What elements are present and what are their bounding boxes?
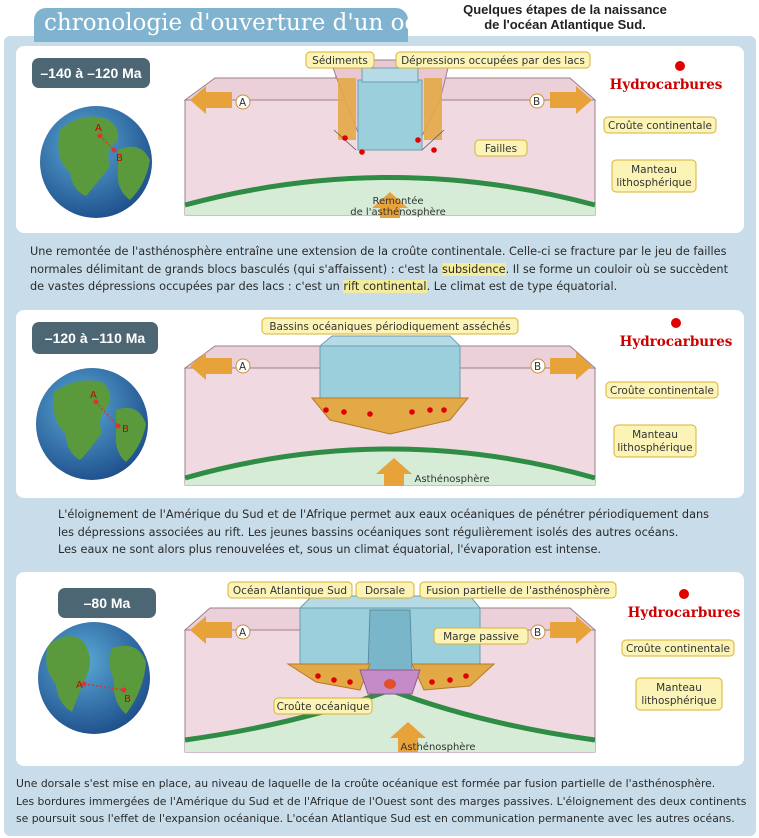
svg-text:B: B [533, 96, 541, 108]
age-badge-3: –80 Ma [58, 588, 156, 618]
age-badge-2: –120 à –110 Ma [32, 322, 158, 354]
label-mantle-1b: lithosphérique [616, 177, 692, 189]
caption-3-line-1: Une dorsale s'est mise en place, au niveau de laquelle de la croûte océanique est formée par fusion partielle de l'asthénosphère. [16, 777, 716, 790]
svg-text:A: A [76, 680, 83, 691]
label-asth-2: Asthénosphère [414, 474, 490, 485]
svg-text:A: A [239, 361, 247, 373]
caption-1-highlight-subsidence: subsidence [441, 262, 506, 276]
hydrocarbon-icon [679, 589, 689, 599]
svg-text:B: B [534, 361, 542, 373]
block-diagram-1 [185, 60, 595, 218]
svg-text:B: B [534, 627, 542, 639]
caption-1-highlight-rift: rift continental [343, 280, 427, 293]
caption-1-line-2c: . Il se forme un couloir où se succèdent [505, 262, 729, 276]
globe-2 [36, 368, 148, 480]
label-mantle-1a: Manteau [631, 164, 677, 176]
hydrocarbon-icon [671, 318, 681, 328]
caption-2-line-3: Les eaux ne sont alors plus renouvelées et, sous un climat équatorial, l'évaporation est intense. [58, 543, 601, 556]
label-crust-1: Croûte continentale [608, 120, 712, 132]
subtitle-line-1: Quelques étapes de la naissance [463, 2, 667, 17]
label-asth-3: Asthénosphère [400, 742, 476, 753]
label-margin: Marge passive [443, 631, 519, 643]
caption-1-line-3c: . Le climat est de type équatorial. [426, 280, 618, 293]
label-faults: Failles [484, 143, 518, 155]
block-diagram-2 [185, 336, 595, 486]
hydrocarbures-label-1: Hydrocarbures [609, 77, 723, 93]
caption-1-line-1: Une remontée de l'asthénosphère entraîne une extension de la croûte continentale. Celle-ci se fracture par le jeu de failles [30, 245, 727, 258]
svg-text:A: A [90, 390, 97, 401]
block-diagram-3 [185, 596, 595, 752]
caption-2-line-2: les dépressions associées au rift. Les jeunes bassins océaniques sont régulièrement isolés des autres océans. [58, 525, 679, 539]
caption-3-line-2: Les bordures immergées de l'Amérique du Sud et de l'Afrique de l'Ouest sont des marges passives. L'éloignement des deux continents [16, 794, 747, 808]
age-badge-1: –140 à –120 Ma [32, 58, 150, 88]
label-mantle-2b: lithosphérique [617, 442, 693, 454]
svg-text:A: A [239, 97, 247, 109]
label-upwelling-1: Remontée [372, 196, 424, 207]
caption-3-line-3: se poursuit sous l'effet de l'expansion océanique. L'océan Atlantique Sud est en communication permanente avec les autres océans. [16, 812, 735, 825]
label-lakes: Dépressions occupées par des lacs [401, 55, 585, 67]
globe-3 [38, 622, 150, 734]
svg-text:A: A [239, 627, 247, 639]
label-crust-2: Croûte continentale [610, 385, 714, 397]
caption-1-line-3a: de vastes dépressions occupées par des lacs : c'est un [30, 280, 344, 293]
label-mantle-3b: lithosphérique [641, 695, 717, 707]
label-fusion: Fusion partielle de l'asthénosphère [426, 585, 610, 597]
caption-1 [30, 243, 744, 296]
svg-text:B: B [122, 424, 129, 435]
svg-text:B: B [116, 153, 123, 164]
label-crust-3: Croûte continentale [626, 643, 730, 655]
hydrocarbures-label-3: Hydrocarbures [627, 605, 741, 621]
globe-1 [40, 106, 152, 218]
caption-3 [16, 775, 756, 828]
label-ridge: Dorsale [364, 585, 406, 597]
page-title: chronologie d'ouverture d'un océan [44, 10, 460, 36]
label-mantle-3a: Manteau [656, 682, 702, 694]
caption-2-line-1: L'éloignement de l'Amérique du Sud et de l'Afrique permet aux eaux océaniques de pénétrer périodiquement dans [58, 508, 710, 521]
hydrocarbon-icon [675, 61, 685, 71]
label-sediments: Sédiments [312, 55, 368, 67]
caption-1-line-2a: normales délimitant de grands blocs basculés (qui s'affaissent) : c'est la [30, 262, 442, 276]
label-oc-crust: Croûte océanique [276, 701, 370, 713]
label-upwelling-2: de l'asthénosphère [350, 207, 446, 218]
hydrocarbures-label-2: Hydrocarbures [619, 334, 733, 350]
subtitle-line-2: de l'océan Atlantique Sud. [484, 17, 646, 32]
label-ocean: Océan Atlantique Sud [232, 585, 348, 597]
label-basins: Bassins océaniques périodiquement asséchés [269, 321, 511, 333]
svg-text:B: B [124, 694, 131, 705]
svg-text:A: A [95, 123, 102, 134]
label-mantle-2a: Manteau [632, 429, 678, 441]
caption-2 [58, 506, 748, 559]
